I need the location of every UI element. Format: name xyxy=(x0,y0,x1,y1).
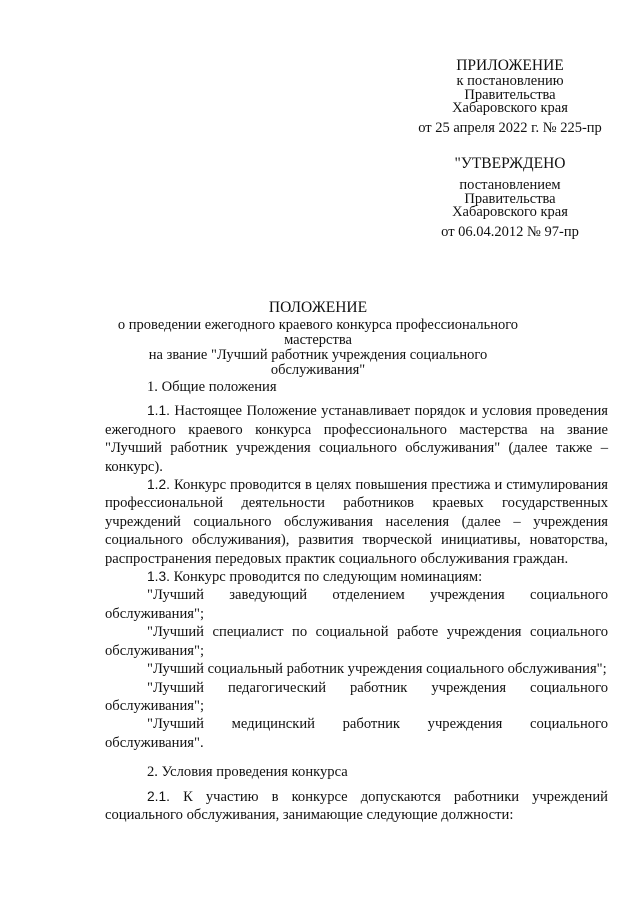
approval-header xyxy=(395,57,625,135)
paragraph-1-1 xyxy=(105,402,608,476)
nomination-item: "Лучший педагогический работник учреждения социального обслуживания"; xyxy=(105,679,608,714)
nomination-item: "Лучший заведующий отделением учреждения социального обслуживания"; xyxy=(105,587,608,622)
subtitle-line: на звание "Лучший работник учреждения социального обслуживания" xyxy=(148,347,488,378)
paragraph-number: 2.1. xyxy=(147,788,171,804)
approval-date: от 25 апреля 2022 г. № 225-пр xyxy=(418,119,602,136)
document-subtitle xyxy=(100,318,536,378)
section-heading: 2. Условия проведения конкурса xyxy=(147,764,348,781)
paragraph-text: К участию в конкурсе допускаются работники учреждений социального обслуживания, занимающие следующие должности: xyxy=(105,788,608,823)
nomination-item: "Лучший социальный работник учреждения социального обслуживания"; xyxy=(147,661,607,678)
approved-line: постановлением xyxy=(459,177,561,193)
paragraph-1-3 xyxy=(105,568,608,586)
approval-title: ПРИЛОЖЕНИЕ xyxy=(456,57,564,74)
approved-date: от 06.04.2012 № 97-пр xyxy=(441,223,579,240)
paragraph-number: 1.2. xyxy=(147,477,171,493)
paragraph-text: Настоящее Положение устанавливает порядок и условия проведения ежегодного краевого конкурса профессионального мастерства на звание "Лучший работник учреждения социального обслуживания" (далее также – конкурс). xyxy=(105,403,608,475)
paragraph-number: 1.1. xyxy=(147,403,171,419)
document-title: ПОЛОЖЕНИЕ xyxy=(268,299,368,316)
paragraph-text: Конкурс проводится в целях повышения престижа и стимулирования профессиональной деятельности работников краевых государственных учреждений социального обслуживания населения (далее – учреждения социального обслуживания), развития творческой инициативы, новаторства, распространения передовых практик социального обслуживания граждан. xyxy=(105,477,608,567)
nomination-item: "Лучший специалист по социальной работе учреждения социального обслуживания"; xyxy=(105,624,608,659)
approval-line: Хабаровского края xyxy=(452,100,568,116)
approved-title: "УТВЕРЖДЕНО xyxy=(454,155,566,172)
subtitle-line: о проведении ежегодного краевого конкурса профессионального мастерства xyxy=(117,317,519,348)
document-body xyxy=(105,378,608,824)
approval-line: Правительства xyxy=(464,86,556,103)
paragraph-number: 1.3. xyxy=(147,569,171,585)
nomination-item: "Лучший медицинский работник учреждения социального обслуживания". xyxy=(105,716,608,751)
paragraph-1-2 xyxy=(105,476,608,568)
approval-line: к постановлению xyxy=(456,73,564,89)
section-heading: 1. Общие положения xyxy=(147,379,277,395)
approved-line: Хабаровского края xyxy=(452,204,568,220)
paragraph-text: Конкурс проводится по следующим номинациям: xyxy=(170,569,483,586)
paragraph-2-1 xyxy=(105,788,608,825)
approved-header xyxy=(395,155,625,239)
approved-line: Правительства xyxy=(464,190,556,207)
